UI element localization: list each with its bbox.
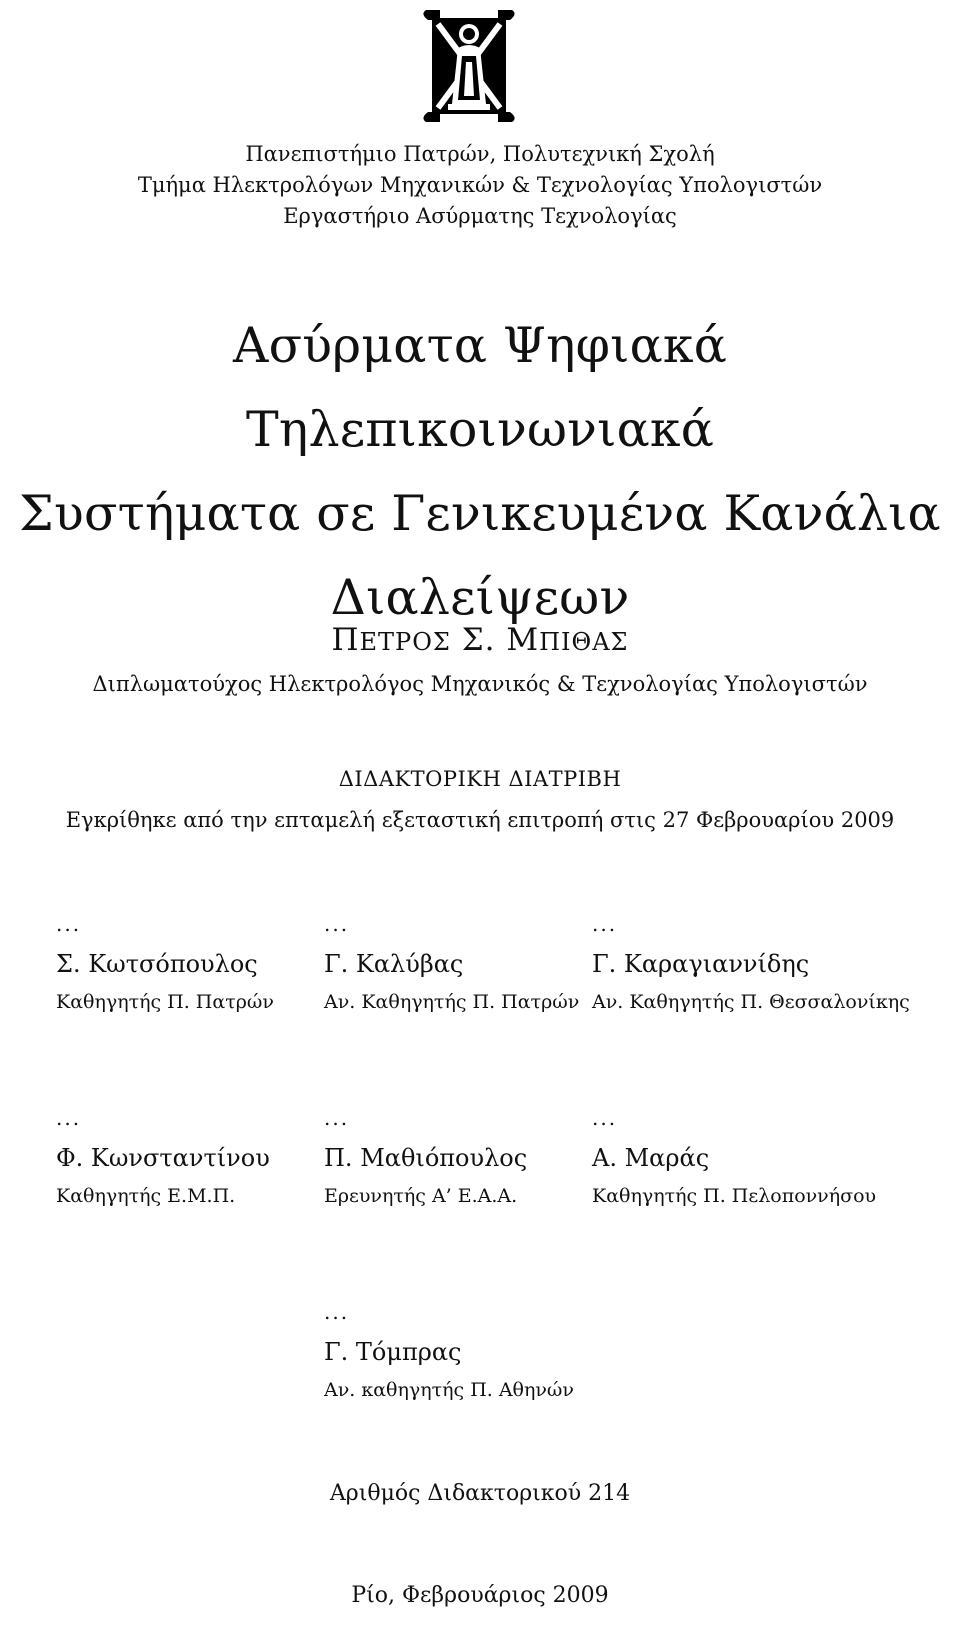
institution-line: Πανεπιστήμιο Πατρών, Πολυτεχνική Σχολή xyxy=(245,142,715,166)
committee-member-name: Α. Μαράς xyxy=(592,1144,710,1172)
committee-member-position: Αν. Καθηγητής Π. Πατρών xyxy=(324,991,580,1013)
committee-member-name: Γ. Καλύβας xyxy=(324,950,464,978)
title-line: Ασύρματα Ψηφιακά Τηλεπικοινωνιακά xyxy=(233,317,727,458)
signature-placeholder: ... xyxy=(592,912,618,936)
institution-block xyxy=(0,139,960,232)
committee-member-position: Αν. καθηγητής Π. Αθηνών xyxy=(324,1379,574,1401)
committee-member-position: Καθηγητής Π. Πελοποννήσου xyxy=(592,1185,877,1207)
committee-member-name: Φ. Κωνσταντίνου xyxy=(56,1144,270,1172)
signature-placeholder: ... xyxy=(324,912,350,936)
committee-member-position: Αν. Καθηγητής Π. Θεσσαλονίκης xyxy=(592,991,910,1013)
committee-member-position: Καθηγητής Π. Πατρών xyxy=(56,991,274,1013)
place-date: Ρίο, Φεβρουάριος 2009 xyxy=(351,1583,609,1608)
committee-member-position: Καθηγητής Ε.Μ.Π. xyxy=(56,1185,236,1207)
committee-member-name: Γ. Τόμπρας xyxy=(324,1338,462,1366)
signature-placeholder: ... xyxy=(324,1300,350,1324)
committee-member-name: Σ. Κωτσόπουλος xyxy=(56,950,258,978)
committee-member-name: Π. Μαθιόπουλος xyxy=(324,1144,528,1172)
title-line: Συστήματα σε Γενικευμένα Κανάλια xyxy=(19,485,941,542)
committee-member-name: Γ. Καραγιαννίδης xyxy=(592,950,810,978)
thesis-number: Αριθμός Διδακτορικού 214 xyxy=(329,1481,631,1506)
signature-placeholder: ... xyxy=(56,1106,82,1130)
approval-statement: Εγκρίθηκε από την επταμελή εξεταστική επιτροπή στις 27 Φεβρουαρίου 2009 xyxy=(65,808,895,832)
signature-placeholder: ... xyxy=(592,1106,618,1130)
signature-placeholder: ... xyxy=(324,1106,350,1130)
author-name: ΠΕΤΡΟΣ Σ. ΜΠΙΘΑΣ xyxy=(331,622,629,658)
signature-placeholder: ... xyxy=(56,912,82,936)
author-degree: Διπλωματούχος Ηλεκτρολόγος Μηχανικός & Τεχνολογίας Υπολογιστών xyxy=(92,672,868,696)
institution-line: Εργαστήριο Ασύρματης Τεχνολογίας xyxy=(283,204,677,228)
thesis-type: ΔΙΔΑΚΤΟΡΙΚΗ ΔΙΑΤΡΙΒΗ xyxy=(338,767,622,791)
title-line: Διαλείψεων xyxy=(330,569,630,626)
committee-member-position: Ερευνητής Α’ Ε.Α.Α. xyxy=(324,1185,518,1207)
institution-line: Τμήμα Ηλεκτρολόγων Μηχανικών & Τεχνολογίας Υπολογιστών xyxy=(137,173,823,197)
thesis-title xyxy=(0,304,960,640)
university-seal-icon xyxy=(418,4,520,128)
